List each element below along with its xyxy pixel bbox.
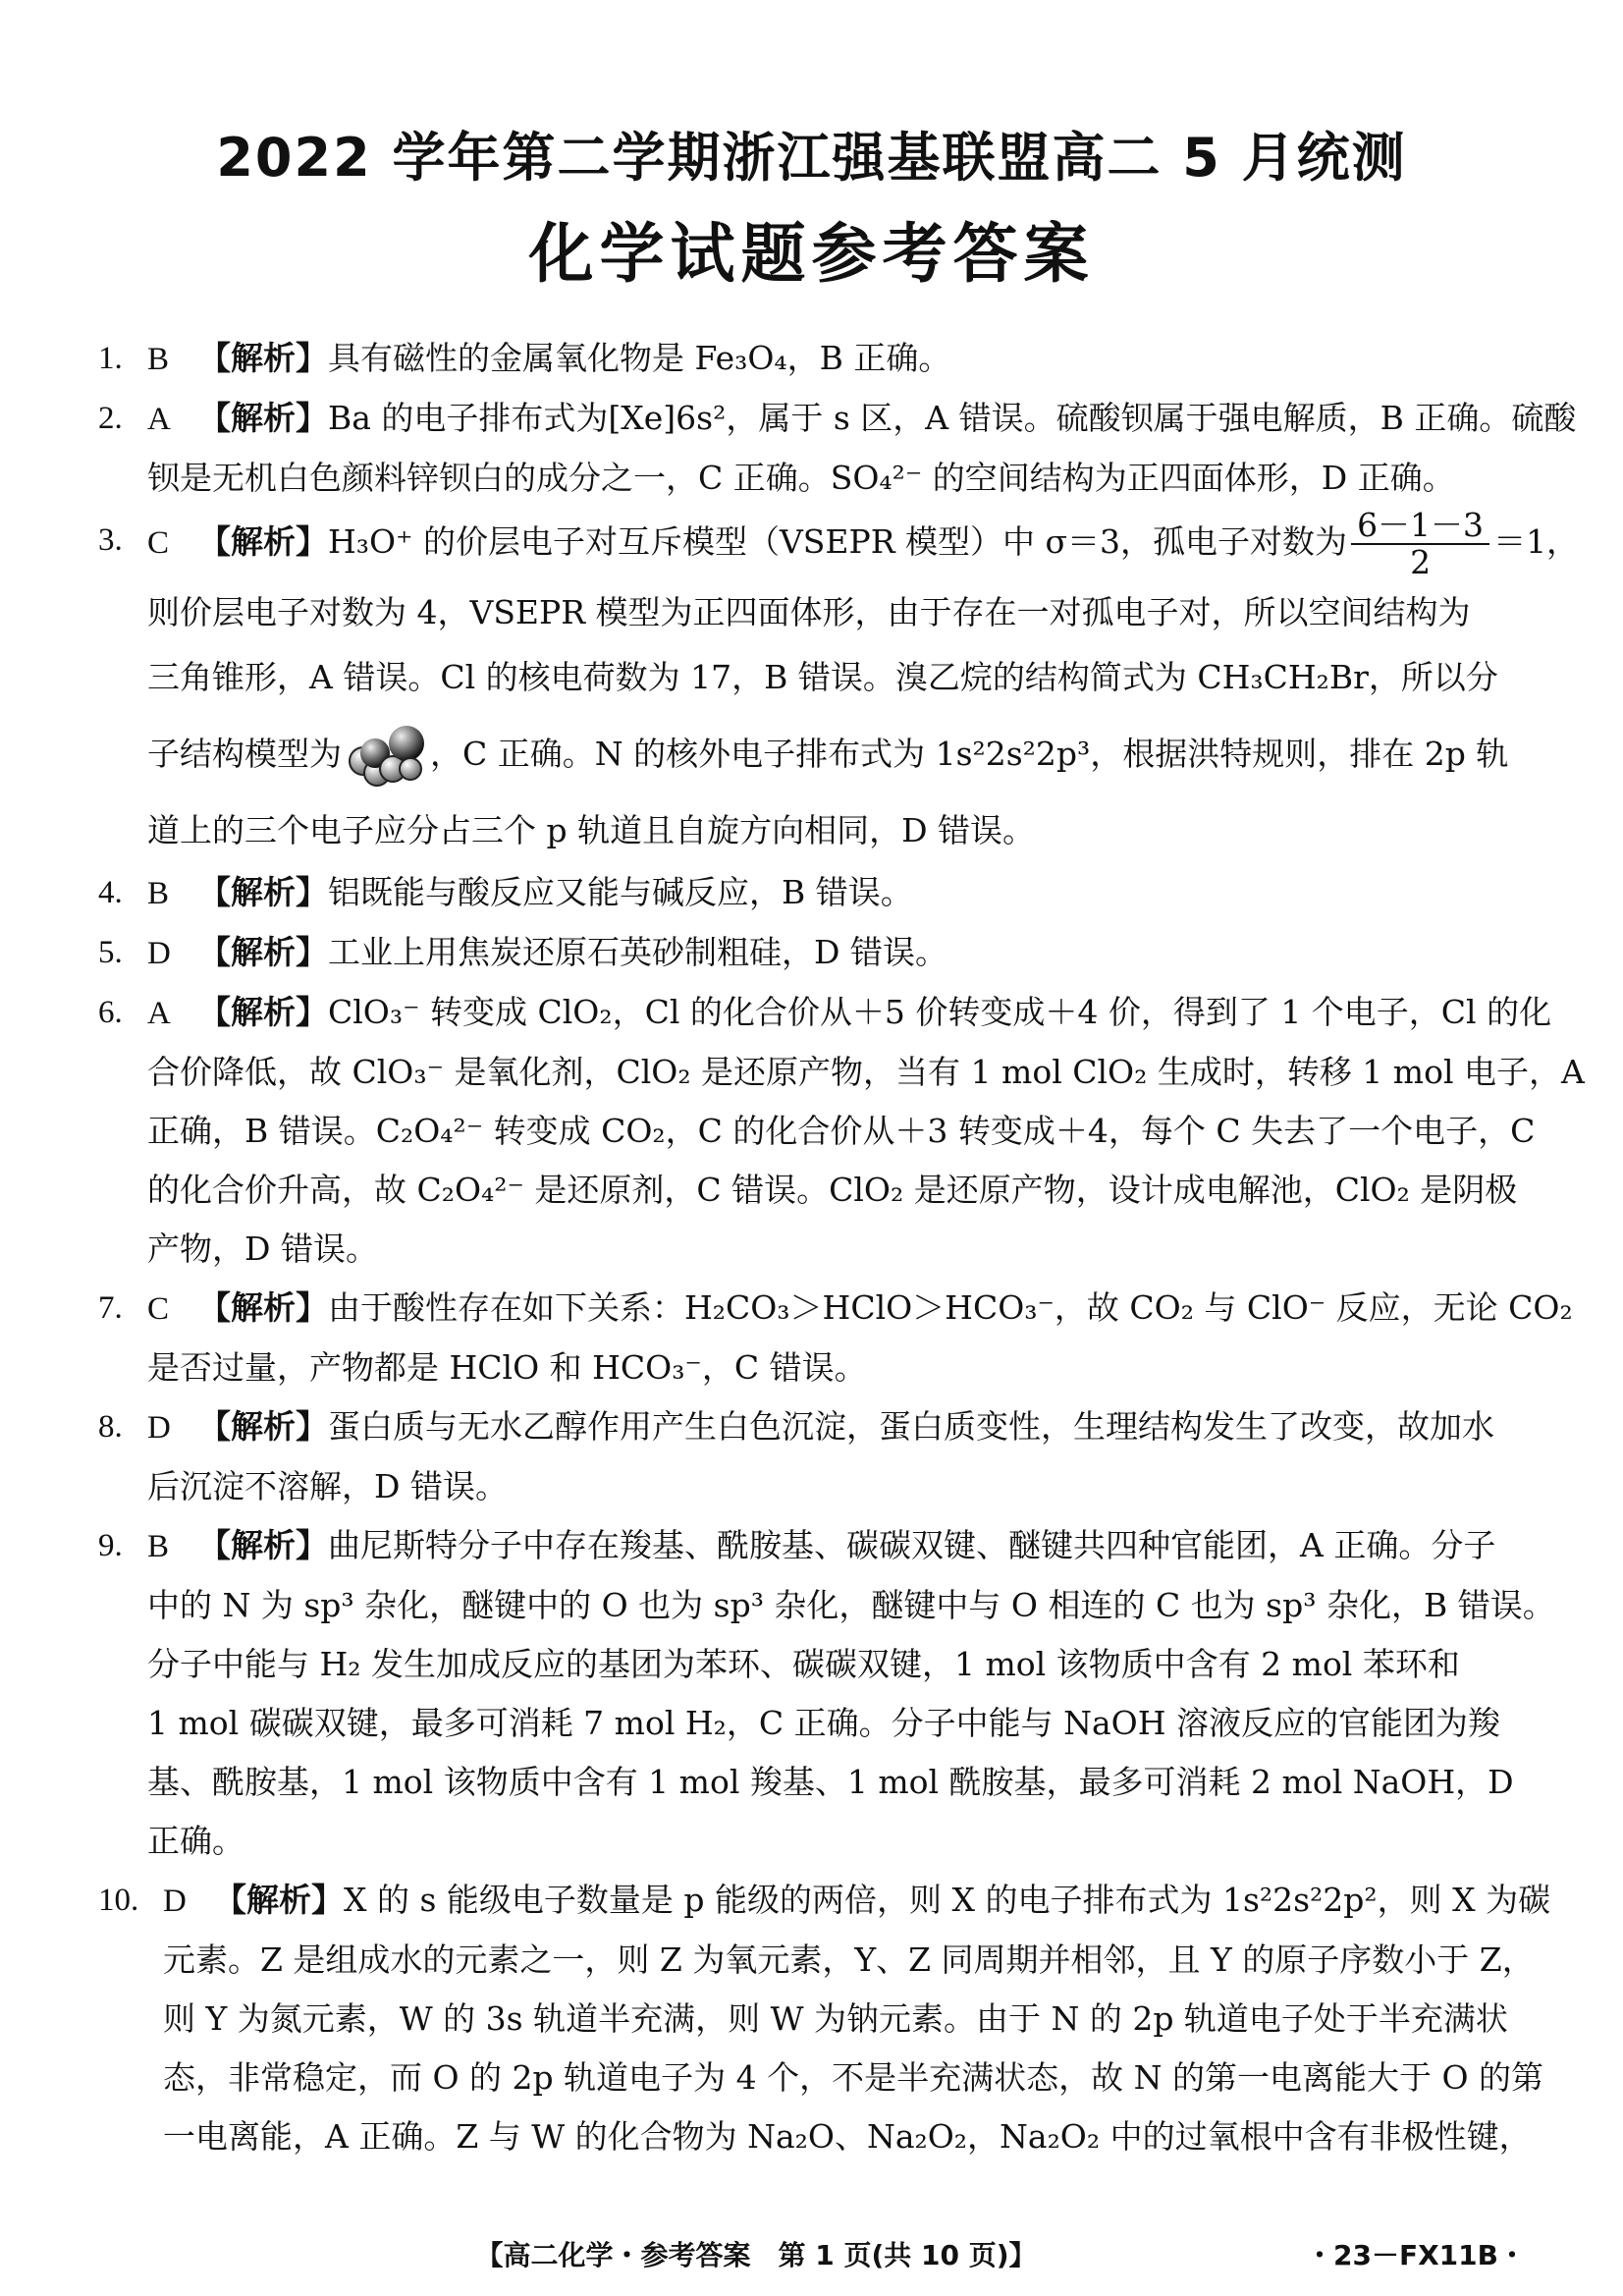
fraction-numerator: 6－1－3 (1351, 508, 1489, 545)
item-number: 1. (98, 341, 123, 376)
analysis-text: 则价层电子对数为 4，VSEPR 模型为正四面体形，由于存在一对孤电子对，所以空间结构为 (147, 593, 1471, 631)
answer-item-4 (98, 863, 1532, 923)
analysis-tag: 【解析】 (198, 1288, 328, 1327)
analysis-text: 后沉淀不溶解，D 错误。 (147, 1467, 508, 1505)
analysis-text: Ba 的电子排布式为[Xe]6s²，属于 s 区，A 错误。硫酸钡属于强电解质，B 正确。硫酸 (328, 399, 1577, 437)
answer-item-10 (98, 1871, 1551, 2166)
answer-item-1 (98, 329, 1532, 389)
answer-letter: B (147, 1529, 170, 1564)
item-number: 9. (98, 1528, 123, 1563)
item-number: 8. (98, 1409, 123, 1445)
item-number: 2. (98, 401, 123, 436)
answer-item-3 (98, 506, 1580, 863)
answer-letter: A (147, 996, 171, 1031)
fraction (1351, 508, 1489, 580)
answer-letter: C (147, 1291, 170, 1327)
analysis-text: 子结构模型为 (147, 735, 342, 773)
analysis-text: 中的 N 为 sp³ 杂化，醚键中的 O 也为 sp³ 杂化，醚键中与 O 相连的 C 也为 sp³ 杂化，B 错误。 (147, 1586, 1555, 1624)
title-line-1: 2022 学年第二学期浙江强基联盟高二 5 月统测 (216, 127, 1407, 189)
analysis-text: 具有磁性的金属氧化物是 Fe₃O₄，B 正确。 (328, 339, 951, 377)
answer-letter: D (147, 936, 171, 971)
footer-page-info: 【高二化学・参考答案 第 1 页(共 10 页)】 (475, 2239, 1037, 2271)
analysis-text: 钡是无机白色颜料锌钡白的成分之一，C 正确。SO₄²⁻ 的空间结构为正四面体形，D 正确。 (147, 459, 1455, 497)
analysis-text: 工业上用焦炭还原石英砂制粗硅，D 错误。 (328, 933, 947, 971)
answer-letter: D (163, 1884, 187, 1919)
answer-letter: A (147, 402, 171, 437)
analysis-text: 铝既能与酸反应又能与碱反应，B 错误。 (328, 873, 913, 911)
answer-list (98, 329, 1585, 2166)
analysis-text: 合价降低，故 ClO₃⁻ 是氧化剂，ClO₂ 是还原产物，当有 1 mol ClO₂ 生成时，转移 1 mol 电子，A (147, 1053, 1585, 1091)
analysis-tag: 【解析】 (198, 993, 328, 1031)
item-number: 4. (98, 875, 123, 910)
title-line-2: 化学试题参考答案 (528, 216, 1095, 292)
item-number: 7. (98, 1290, 123, 1326)
molecule-model-image (342, 722, 430, 791)
analysis-tag: 【解析】 (198, 399, 328, 437)
analysis-tag: 【解析】 (198, 1407, 328, 1446)
analysis-text: 由于酸性存在如下关系：H₂CO₃＞HClO＞HCO₃⁻，故 CO₂ 与 ClO⁻ 反应，无论 CO₂ (328, 1288, 1573, 1327)
analysis-text: 分子中能与 H₂ 发生加成反应的基团为苯环、碳碳双键，1 mol 该物质中含有 2 mol 苯环和 (147, 1645, 1460, 1683)
analysis-text: 三角锥形，A 错误。Cl 的核电荷数为 17，B 错误。溴乙烷的结构简式为 CH₃CH₂Br，所以分 (147, 658, 1498, 696)
analysis-tag: 【解析】 (198, 873, 328, 911)
analysis-text: 曲尼斯特分子中存在羧基、酰胺基、碳碳双键、醚键共四种官能团，A 正确。分子 (328, 1526, 1496, 1564)
analysis-text: 元素。Z 是组成水的元素之一，则 Z 为氧元素，Y、Z 同周期并相邻，且 Y 的原子序数小于 Z， (163, 1941, 1535, 1979)
item-number: 6. (98, 995, 123, 1030)
analysis-text: ＝1， (1493, 522, 1580, 561)
fraction-denominator: 2 (1410, 543, 1432, 581)
analysis-text: 的化合价升高，故 C₂O₄²⁻ 是还原剂，C 错误。ClO₂ 是还原产物，设计成电解池，ClO₂ 是阴极 (147, 1171, 1518, 1209)
answer-letter: C (147, 525, 170, 561)
analysis-text: 1 mol 碳碳双键，最多可消耗 7 mol H₂，C 正确。分子中能与 NaOH 溶液反应的官能团为羧 (147, 1704, 1500, 1742)
analysis-text: 基、酰胺基，1 mol 该物质中含有 1 mol 羧基、1 mol 酰胺基，最多可消耗 2 mol NaOH，D (147, 1763, 1514, 1801)
answer-item-9 (98, 1516, 1555, 1871)
analysis-tag: 【解析】 (198, 1526, 328, 1564)
analysis-tag: 【解析】 (198, 933, 328, 971)
analysis-tag: 【解析】 (198, 522, 328, 561)
analysis-text: 正确。 (147, 1822, 244, 1860)
analysis-text: 则 Y 为氮元素，W 的 3s 轨道半充满，则 W 为钠元素。由于 N 的 2p 轨道电子处于半充满状 (163, 1999, 1508, 2038)
analysis-tag: 【解析】 (198, 339, 328, 377)
answer-item-7 (98, 1279, 1573, 1397)
answer-letter: B (147, 876, 170, 911)
item-number: 3. (98, 522, 123, 558)
analysis-text: 是否过量，产物都是 HClO 和 HCO₃⁻，C 错误。 (147, 1348, 867, 1387)
analysis-tag: 【解析】 (214, 1881, 344, 1919)
analysis-text: ClO₃⁻ 转变成 ClO₂，Cl 的化合价从＋5 价转变成＋4 价，得到了 1 个电子，Cl 的化 (328, 993, 1552, 1031)
answer-item-8 (98, 1397, 1532, 1516)
analysis-text: X 的 s 能级电子数量是 p 能级的两倍，则 X 的电子排布式为 1s²2s²2p²，则 X 为碳 (344, 1881, 1551, 1919)
analysis-text: 蛋白质与无水乙醇作用产生白色沉淀，蛋白质变性，生理结构发生了改变，故加水 (328, 1407, 1494, 1446)
answer-letter: B (147, 342, 170, 377)
item-number: 5. (98, 935, 123, 970)
footer-code: ・23－FX11B・ (1306, 2239, 1526, 2271)
analysis-text: 产物，D 错误。 (147, 1230, 378, 1268)
analysis-text: 态，非常稳定，而 O 的 2p 轨道电子为 4 个，不是半充满状态，故 N 的第一电离能大于 O 的第 (163, 2058, 1543, 2097)
answer-item-2 (98, 389, 1577, 508)
analysis-text: 正确，B 错误。C₂O₄²⁻ 转变成 CO₂，C 的化合价从＋3 转变成＋4，每个 C 失去了一个电子，C (147, 1112, 1536, 1150)
answer-letter: D (147, 1410, 171, 1446)
analysis-text: 道上的三个电子应分占三个 p 轨道且自旋方向相同，D 错误。 (147, 811, 1036, 849)
answer-item-6 (98, 983, 1585, 1279)
analysis-text: H₃O⁺ 的价层电子对互斥模型（VSEPR 模型）中 σ＝3，孤电子对数为 (328, 522, 1348, 561)
item-number: 10. (98, 1883, 139, 1918)
analysis-text: 一电离能，A 正确。Z 与 W 的化合物为 Na₂O、Na₂O₂，Na₂O₂ 中的过氧根中含有非极性键， (163, 2117, 1532, 2156)
analysis-text: ，C 正确。N 的核外电子排布式为 1s²2s²2p³，根据洪特规则，排在 2p 轨 (430, 735, 1509, 773)
answer-item-5 (98, 923, 1532, 983)
